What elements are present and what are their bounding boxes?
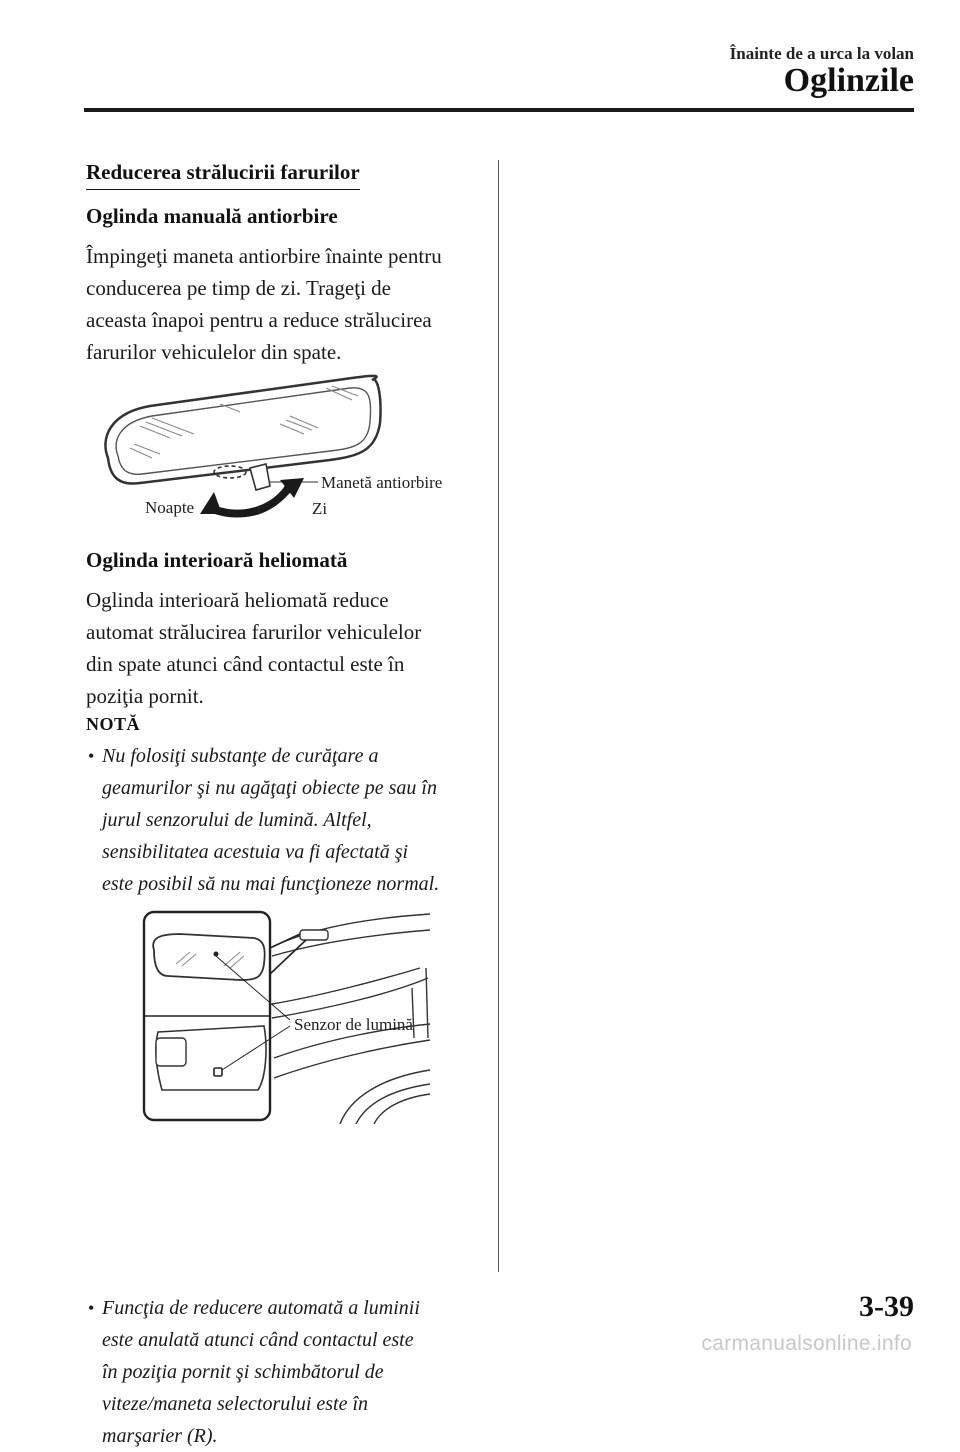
manual-mirror-illustration [90,368,470,528]
text-line: automat strălucirea farurilor vehiculelor [86,620,422,644]
chapter-title: Înainte de a urca la volan [729,44,914,63]
lever [214,464,270,490]
text-line: farurilor vehiculelor din spate. [86,340,342,364]
text-line: Oglinda interioară heliomată reduce [86,588,389,612]
text-line: din spate atunci când contactul este în [86,652,405,676]
text-line: sensibilitatea acestuia va fi afectată şi [102,841,409,863]
note-label: NOTĂ [86,714,141,734]
text-line: Împingeţi maneta antiorbire înainte pentru [86,244,442,268]
text-line: Funcţia de reducere automată a luminii [102,1297,420,1319]
sensor-dot-top [214,952,219,957]
text-line: geamurilor şi nu agăţaţi obiecte pe sau în [102,777,437,799]
auto-mirror-heading: Oglinda interioară heliomată [86,548,348,572]
sensor-housing [156,1038,186,1066]
text-line: este posibil să nu mai funcţioneze normal. [102,873,440,895]
section-title: Reducerea strălucirii farurilor [86,160,360,190]
page-title: Oglinzile [783,62,914,99]
text-line: jurul senzorului de lumină. Altfel, [102,809,372,831]
manual-mirror-heading: Oglinda manuală antiorbire [86,204,338,228]
text-line: este anulată atunci când contactul este [102,1329,414,1351]
column-divider [498,160,499,1272]
note-bullet-1 [86,740,492,900]
mirror-frame [105,376,380,484]
light-sensor-illustration [140,908,436,1124]
watermark: carmanualsonline.info [701,1332,912,1355]
glare-lines [130,386,358,458]
roof-mirror [300,930,328,940]
page-number: 3-39 [859,1290,914,1323]
text-line: aceasta înapoi pentru a reduce strălucirea [86,308,432,332]
text-line: marşarier (R). [102,1425,218,1447]
direction-arrows [200,478,304,517]
bullet-dot: • [88,746,95,766]
sensor-label: Senzor de lumină [294,1015,413,1034]
text-line: conducerea pe timp de zi. Trageţi de [86,276,391,300]
day-label: Zi [312,499,328,518]
manual-mirror-text [86,240,476,368]
text-line: în poziţia pornit şi schimbătorul de [102,1361,384,1383]
note-bullet-2 [86,1292,492,1452]
text-line: poziţia pornit. [86,684,204,708]
light-sensor [214,1068,222,1076]
text-line: Nu folosiţi substanţe de curăţare a [102,745,379,767]
lever-label: Manetă antiorbire [321,473,443,492]
bullet-dot: • [88,1298,95,1318]
night-label: Noapte [145,498,195,517]
auto-mirror-text [86,584,476,712]
text-line: viteze/maneta selectorului este în [102,1393,369,1415]
header-rule [84,108,914,112]
mirror-glass [116,388,370,475]
